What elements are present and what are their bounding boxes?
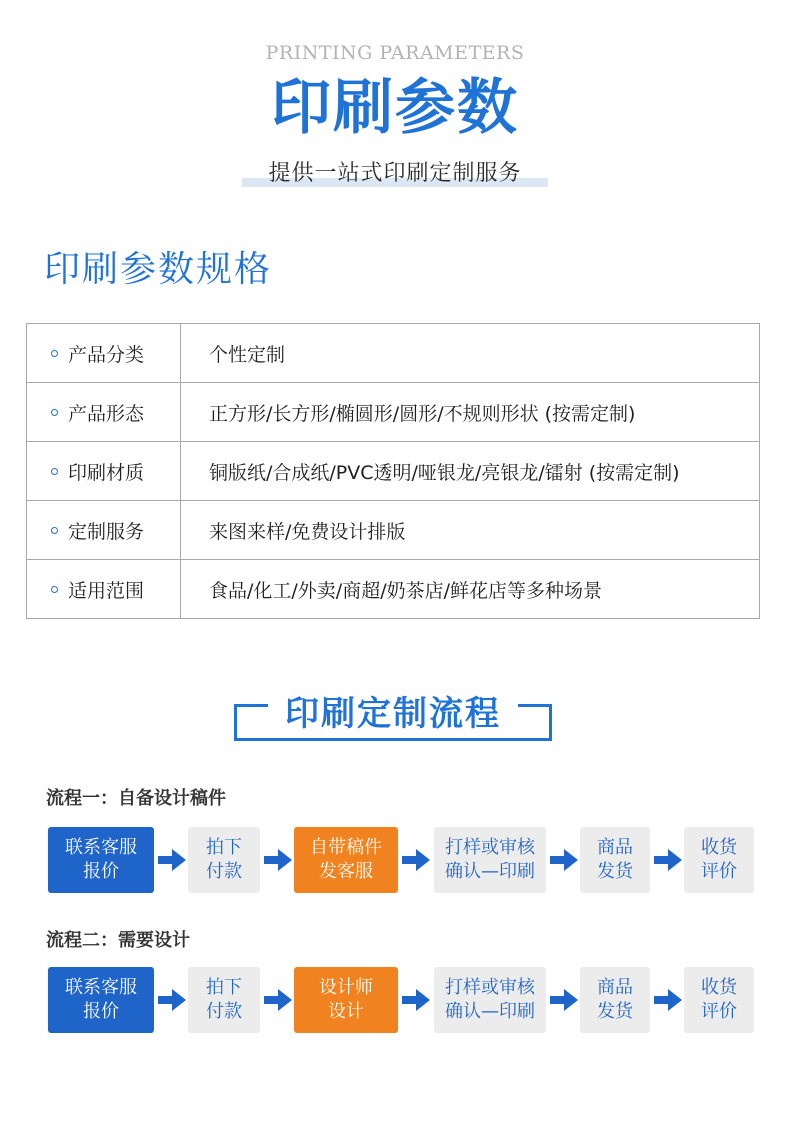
table-row (27, 324, 760, 383)
subtitle-block (0, 158, 790, 192)
right-arrow-icon (402, 849, 430, 871)
right-arrow-icon (550, 989, 578, 1011)
spec-key: 适用范围 (68, 579, 145, 602)
flow-step: 联系客服 报价 (48, 967, 154, 1033)
circle-bullet-icon (51, 468, 58, 475)
circle-bullet-icon (51, 350, 58, 357)
circle-bullet-icon (51, 409, 58, 416)
flow-step: 联系客服 报价 (48, 827, 154, 893)
flow1-steps (46, 827, 756, 895)
table-row (27, 383, 760, 442)
flow-step: 打样或审核 确认—印刷 (434, 967, 546, 1033)
spec-value: 铜版纸/合成纸/PVC透明/哑银龙/亮银龙/镭射 (按需定制) (181, 442, 760, 501)
right-arrow-icon (654, 849, 682, 871)
table-row (27, 560, 760, 619)
flow-step: 商品 发货 (580, 827, 650, 893)
circle-bullet-icon (51, 586, 58, 593)
flow-title-frame (234, 690, 552, 742)
flow1-label: 流程一：自备设计稿件 (46, 788, 226, 809)
table-row (27, 442, 760, 501)
spec-section-title: 印刷参数规格 (44, 249, 273, 290)
spec-key: 定制服务 (68, 520, 145, 543)
right-arrow-icon (550, 849, 578, 871)
right-arrow-icon (264, 849, 292, 871)
spec-value: 来图来样/免费设计排版 (181, 501, 760, 560)
flow-step: 商品 发货 (580, 967, 650, 1033)
flow-step: 拍下 付款 (188, 827, 260, 893)
en-title: PRINTING PARAMETERS (265, 42, 525, 64)
spec-key: 印刷材质 (68, 461, 145, 484)
table-row (27, 501, 760, 560)
right-arrow-icon (402, 989, 430, 1011)
subtitle: 提供一站式印刷定制服务 (268, 161, 522, 186)
right-arrow-icon (158, 849, 186, 871)
circle-bullet-icon (51, 527, 58, 534)
flow-step: 自带稿件 发客服 (294, 827, 398, 893)
right-arrow-icon (264, 989, 292, 1011)
flow2-steps (46, 967, 756, 1035)
page-title: 印刷参数 (271, 73, 519, 143)
spec-key: 产品分类 (68, 343, 145, 366)
flow2-label: 流程二：需要设计 (46, 930, 190, 951)
flow-step: 收货 评价 (684, 967, 754, 1033)
right-arrow-icon (654, 989, 682, 1011)
spec-value: 食品/化工/外卖/商超/奶茶店/鲜花店等多种场景 (181, 560, 760, 619)
flow-section-title: 印刷定制流程 (278, 690, 508, 738)
spec-table (26, 323, 760, 619)
right-arrow-icon (158, 989, 186, 1011)
flow-step: 拍下 付款 (188, 967, 260, 1033)
spec-value: 正方形/长方形/椭圆形/圆形/不规则形状 (按需定制) (181, 383, 760, 442)
flow-step: 收货 评价 (684, 827, 754, 893)
spec-key: 产品形态 (68, 402, 145, 425)
flow-step: 打样或审核 确认—印刷 (434, 827, 546, 893)
spec-value: 个性定制 (181, 324, 760, 383)
flow-step: 设计师 设计 (294, 967, 398, 1033)
